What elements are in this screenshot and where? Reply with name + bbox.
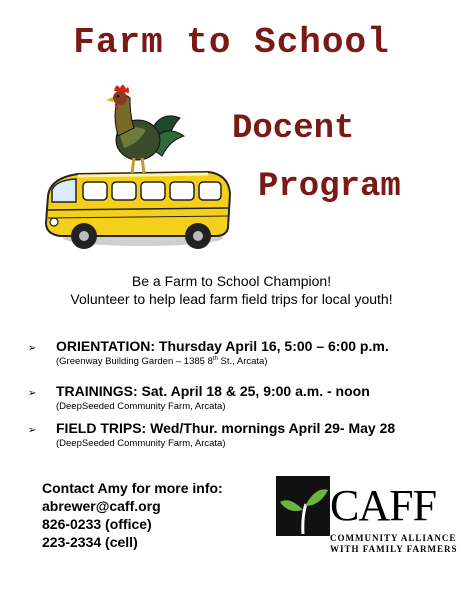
- title-line2: Docent: [232, 110, 355, 148]
- logo-tagline-line2: WITH FAMILY FARMERS: [330, 544, 458, 554]
- event-detail-field-trips: (DeepSeeded Community Farm, Arcata): [56, 438, 226, 449]
- title-line3: Program: [258, 168, 401, 206]
- detail-text: (Greenway Building Garden – 1385 8: [56, 356, 213, 368]
- contact-office-phone: 826-0233 (office): [42, 516, 152, 532]
- rooster-on-bus-illustration: [38, 78, 238, 260]
- intro-line2: Volunteer to help lead farm field trips for local youth!: [70, 291, 393, 307]
- contact-cell-phone: 223-2334 (cell): [42, 534, 138, 550]
- logo-name: CAFF: [330, 481, 437, 530]
- event-detail-orientation: [56, 356, 268, 367]
- contact-heading: Contact Amy for more info:: [42, 480, 223, 496]
- event-heading-orientation: ORIENTATION: Thursday April 16, 5:00 – 6:00 p.m.: [56, 338, 389, 354]
- detail-sup: th: [212, 356, 218, 362]
- event-detail-trainings: (DeepSeeded Community Farm, Arcata): [56, 401, 226, 412]
- title-line1: Farm to School: [73, 22, 390, 63]
- bullet-icon: ➢: [28, 388, 37, 399]
- bullet-icon: ➢: [28, 343, 37, 354]
- event-heading-field-trips: FIELD TRIPS: Wed/Thur. mornings April 29- May 28: [56, 420, 396, 436]
- detail-text-suffix: St., Arcata): [217, 356, 268, 368]
- intro-line1: Be a Farm to School Champion!: [131, 273, 332, 289]
- logo-tagline-line1: COMMUNITY ALLIANCE: [330, 533, 457, 543]
- caff-sprout-logo: [276, 476, 330, 536]
- contact-email[interactable]: abrewer@caff.org: [42, 498, 161, 514]
- event-heading-trainings: TRAININGS: Sat. April 18 & 25, 9:00 a.m. - noon: [56, 383, 370, 399]
- bullet-icon: ➢: [28, 425, 37, 436]
